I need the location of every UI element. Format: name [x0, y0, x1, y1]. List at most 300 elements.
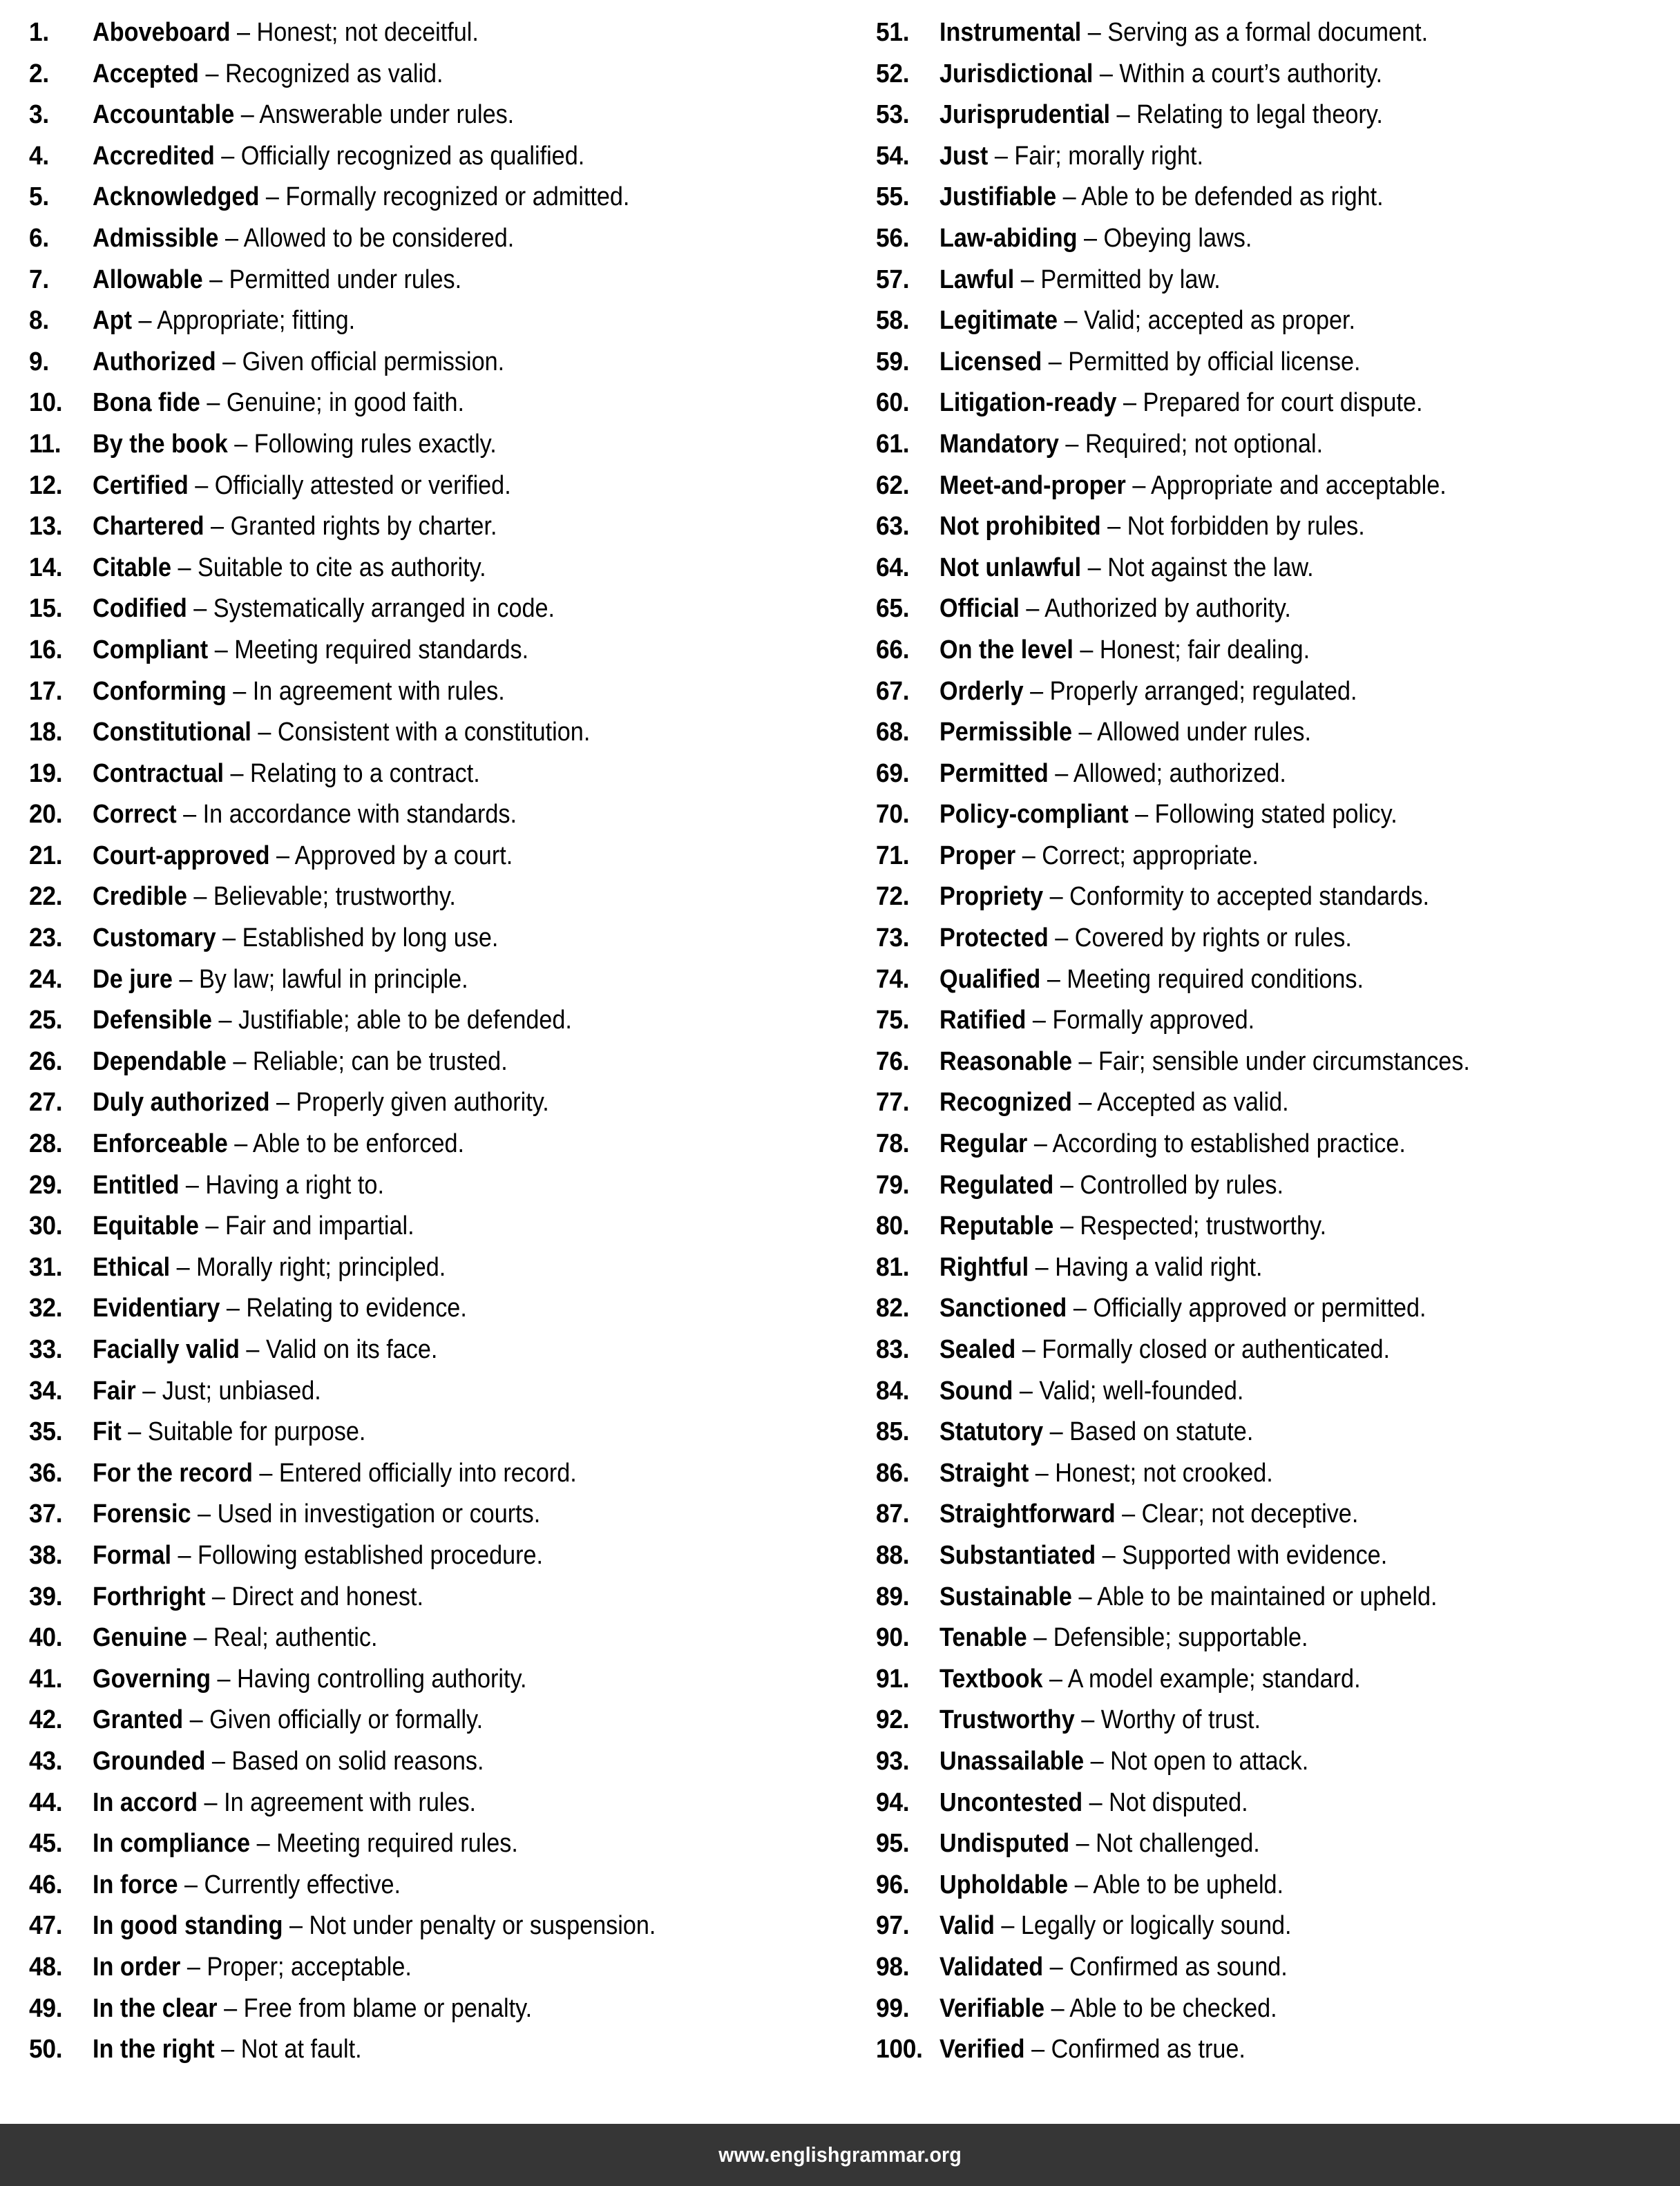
list-item-term: In accord [93, 1787, 198, 1817]
list-item-separator: – [1053, 1170, 1080, 1200]
list-item-body [93, 959, 468, 1001]
list-item-term: Credible [93, 882, 187, 912]
list-item-body [939, 1700, 1261, 1741]
list-item-separator: – [1013, 1376, 1040, 1406]
list-item [876, 1124, 1673, 1165]
list-item-separator: – [1015, 1335, 1042, 1364]
list-item [876, 1371, 1673, 1412]
list-item-term: Conforming [93, 676, 227, 706]
list-item-separator: – [251, 718, 278, 747]
list-item-separator: – [1043, 1952, 1070, 1982]
list-item-separator: – [1074, 1705, 1101, 1735]
list-item-body [939, 1124, 1406, 1165]
list-item-body [93, 1082, 549, 1124]
list-item-separator: – [1014, 265, 1041, 294]
list-item-body [93, 466, 511, 507]
list-item-definition: Suitable for purpose. [147, 1417, 366, 1447]
list-item [876, 630, 1673, 671]
list-item-term: Chartered [93, 512, 204, 541]
list-item-separator: – [227, 1129, 253, 1159]
list-item-definition: Currently effective. [204, 1870, 401, 1899]
list-item-number: 78. [876, 1129, 910, 1159]
list-item-separator: – [994, 1911, 1021, 1941]
list-item [876, 136, 1673, 178]
list-item-definition: Officially approved or permitted. [1093, 1294, 1426, 1323]
list-item-definition: Properly arranged; regulated. [1049, 676, 1357, 706]
list-item-definition: Given official permission. [242, 347, 505, 376]
list-item-definition: Valid; well-founded. [1039, 1376, 1244, 1406]
list-item [876, 2029, 1673, 2071]
list-item-separator: – [1043, 1417, 1070, 1447]
list-item-number: 54. [876, 141, 910, 171]
list-item-number: 95. [876, 1829, 910, 1859]
list-item-term: Compliant [93, 635, 209, 664]
list-item-term: Acknowledged [93, 182, 260, 212]
list-item-term: Lawful [939, 265, 1015, 294]
list-item-separator: – [183, 1705, 210, 1735]
list-item-separator: – [188, 470, 215, 500]
list-item [876, 1494, 1673, 1535]
list-item-separator: – [283, 1911, 309, 1941]
list-item-term: For the record [93, 1458, 253, 1488]
list-item [876, 876, 1673, 918]
list-item-term: Customary [93, 923, 216, 953]
list-item-body [939, 959, 1364, 1001]
list-item [876, 1000, 1673, 1042]
list-item-separator: – [1116, 388, 1143, 418]
list-item [876, 342, 1673, 383]
list-item-separator: – [250, 1829, 277, 1859]
list-item-number: 99. [876, 1993, 910, 2023]
list-item-separator: – [234, 100, 260, 130]
list-item-number: 80. [876, 1211, 910, 1241]
list-item-body [939, 1082, 1289, 1124]
list-item [876, 424, 1673, 466]
list-item-term: Entitled [93, 1170, 180, 1200]
list-item-separator: – [226, 1046, 253, 1076]
list-item-definition: Confirmed as sound. [1069, 1952, 1288, 1982]
list-item-number: 52. [876, 59, 910, 88]
list-item-term: Upholdable [939, 1870, 1069, 1899]
list-item-term: Regulated [939, 1170, 1054, 1200]
list-item-term: Statutory [939, 1417, 1044, 1447]
list-item-body [939, 177, 1384, 218]
list-item-separator: – [1068, 1870, 1094, 1899]
list-item-body [93, 260, 461, 301]
list-item-number: 46. [29, 1870, 63, 1899]
list-item-separator: – [1128, 800, 1155, 830]
list-item-term: In good standing [93, 1911, 283, 1941]
list-item-body [93, 1412, 365, 1453]
list-item-separator: – [214, 2035, 241, 2064]
list-item-term: In order [93, 1952, 181, 1982]
list-item-separator: – [170, 1252, 197, 1282]
list-item-separator: – [1110, 100, 1137, 130]
list-item-body [93, 1700, 483, 1741]
list-item [876, 1535, 1673, 1577]
list-item-separator: – [1077, 223, 1104, 253]
list-item-separator: – [135, 1376, 162, 1406]
list-item-definition: Able to be defended as right. [1081, 182, 1384, 212]
list-item-body [939, 1988, 1277, 2030]
list-item-definition: Suitable to cite as authority. [198, 553, 486, 582]
list-item-body [939, 1659, 1361, 1700]
list-item [876, 1577, 1673, 1618]
list-item-definition: Systematically arranged in code. [213, 594, 555, 624]
list-item-body [93, 836, 513, 877]
list-item-number: 84. [876, 1376, 910, 1406]
list-item-separator: – [198, 1787, 225, 1817]
list-item [876, 1247, 1673, 1289]
list-item-definition: Direct and honest. [231, 1582, 423, 1611]
list-item-term: Certified [93, 470, 189, 500]
list-item-term: In compliance [93, 1829, 251, 1859]
list-item-term: Proper [939, 841, 1016, 870]
list-item-separator: – [1069, 1829, 1096, 1859]
list-item-separator: – [178, 1870, 204, 1899]
list-item-term: Recognized [939, 1088, 1072, 1118]
list-item-separator: – [1024, 2035, 1051, 2064]
list-item [876, 1042, 1673, 1083]
list-item-body [93, 754, 480, 795]
list-item-body [93, 1042, 508, 1083]
list-item-body [93, 1124, 464, 1165]
list-item-separator: – [1071, 1582, 1098, 1611]
list-item-number: 18. [29, 718, 63, 747]
list-item-number: 66. [876, 635, 910, 664]
list-item-term: Trustworthy [939, 1705, 1075, 1735]
list-item-term: Rightful [939, 1252, 1029, 1282]
list-item-body [93, 1659, 527, 1700]
list-item-body [939, 918, 1352, 959]
list-item-body [93, 712, 590, 754]
list-item-body [93, 918, 498, 959]
list-item-term: Bona fide [93, 388, 200, 418]
list-item-term: Duly authorized [93, 1088, 270, 1118]
list-item-term: Protected [939, 923, 1049, 953]
list-item [876, 754, 1673, 795]
list-item-number: 4. [29, 141, 49, 171]
list-item-separator: – [1015, 841, 1042, 870]
list-item [876, 794, 1673, 836]
list-item-body [93, 1783, 476, 1824]
list-item-body [939, 1330, 1390, 1371]
list-item [876, 54, 1673, 95]
list-item-separator: – [1084, 1746, 1111, 1776]
list-item-separator: – [1044, 1993, 1070, 2023]
list-item-definition: A model example; standard. [1067, 1664, 1361, 1694]
list-item-separator: – [1048, 758, 1073, 788]
list-item-body [939, 1371, 1243, 1412]
list-item [876, 466, 1673, 507]
list-item [876, 588, 1673, 630]
list-item-term: Qualified [939, 964, 1041, 994]
list-item-term: In the clear [93, 1993, 218, 2023]
list-item-separator: – [198, 59, 225, 88]
list-item-definition: Appropriate; fitting. [157, 306, 356, 336]
list-item-definition: Confirmed as true. [1051, 2035, 1245, 2064]
list-item-term: On the level [939, 635, 1073, 664]
list-item-term: Authorized [93, 347, 216, 376]
list-item-separator: – [176, 800, 203, 830]
list-item-definition: Valid; accepted as proper. [1084, 306, 1355, 336]
list-item-definition: Not at fault. [240, 2035, 362, 2064]
list-item-number: 3. [29, 100, 49, 130]
list-item-term: Sustainable [939, 1582, 1072, 1611]
list-item-term: Official [939, 594, 1020, 624]
list-item-body [939, 1288, 1426, 1330]
list-item-body [939, 712, 1311, 754]
list-item-number: 58. [876, 306, 910, 336]
list-item [876, 712, 1673, 754]
list-item-body [939, 794, 1397, 836]
list-item-number: 29. [29, 1170, 63, 1200]
list-item-body [939, 342, 1361, 383]
list-item-number: 89. [876, 1582, 910, 1611]
list-item [876, 1165, 1673, 1207]
list-item-number: 15. [29, 594, 63, 624]
list-item-separator: – [121, 1417, 148, 1447]
list-item-number: 83. [876, 1335, 910, 1364]
list-item-body [939, 630, 1310, 671]
list-item-number: 35. [29, 1417, 63, 1447]
list-item-body [939, 1741, 1308, 1783]
list-item-term: Unassailable [939, 1746, 1085, 1776]
list-item-definition: Honest; fair dealing. [1099, 635, 1310, 664]
list-item-term: Propriety [939, 882, 1044, 912]
list-item-separator: – [226, 676, 253, 706]
list-item-number: 37. [29, 1499, 63, 1529]
list-item-term: Correct [93, 800, 177, 830]
list-item-separator: – [1072, 718, 1098, 747]
list-item-separator: – [1082, 1787, 1109, 1817]
list-item-body [939, 136, 1203, 178]
list-item-term: Fair [93, 1376, 136, 1406]
list-item-separator: – [187, 882, 213, 912]
list-item-number: 53. [876, 100, 910, 130]
list-item [876, 1618, 1673, 1659]
list-item-term: Grounded [93, 1746, 206, 1776]
list-item-number: 72. [876, 882, 910, 912]
list-item-number: 67. [876, 676, 910, 706]
list-item-body [93, 876, 456, 918]
list-item-body [939, 1947, 1288, 1988]
list-item-definition: Answerable under rules. [259, 100, 515, 130]
list-item-number: 65. [876, 594, 910, 624]
list-item-separator: – [171, 553, 198, 582]
list-item-separator: – [1029, 1458, 1056, 1488]
list-item-separator: – [214, 141, 241, 171]
list-item-definition: Required; not optional. [1085, 429, 1324, 459]
list-item-separator: – [1058, 429, 1085, 459]
list-item-body [93, 1494, 540, 1535]
list-item-term: Not prohibited [939, 512, 1101, 541]
list-item-definition: Recognized as valid. [225, 59, 443, 88]
list-item-body [93, 1206, 414, 1247]
list-item-term: Uncontested [939, 1787, 1083, 1817]
list-item-term: Mandatory [939, 429, 1059, 459]
list-item-definition: Free from blame or penalty. [243, 1993, 533, 2023]
list-item [876, 1330, 1673, 1371]
list-item-body [939, 1618, 1308, 1659]
list-item-separator: – [1093, 59, 1120, 88]
list-item-definition: Believable; trustworthy. [213, 882, 456, 912]
list-item-definition: Able to be checked. [1069, 1993, 1277, 2023]
list-item-separator: – [230, 18, 257, 47]
list-item-definition: Fair; sensible under circumstances. [1098, 1046, 1470, 1076]
list-item-definition: Having a valid right. [1055, 1252, 1263, 1282]
list-item-definition: Prepared for court dispute. [1143, 388, 1423, 418]
list-item-definition: Obeying laws. [1103, 223, 1252, 253]
list-item-body [93, 12, 479, 54]
list-item-body [93, 671, 505, 713]
list-item-body [939, 466, 1447, 507]
list-item-body [939, 12, 1428, 54]
list-item [876, 671, 1673, 713]
list-item-definition: Honest; not crooked. [1055, 1458, 1273, 1488]
list-item-number: 9. [29, 347, 49, 376]
list-item-definition: Supported with evidence. [1122, 1540, 1388, 1570]
list-item [876, 383, 1673, 424]
list-item-term: Codified [93, 594, 187, 624]
list-item-term: Verifiable [939, 1993, 1045, 2023]
list-item-definition: Correct; appropriate. [1042, 841, 1259, 870]
list-item-definition: Not disputed. [1109, 1787, 1248, 1817]
list-item-term: Permitted [939, 758, 1049, 788]
list-item-definition: Granted rights by charter. [230, 512, 497, 541]
list-item-term: Accountable [93, 100, 235, 130]
list-item-separator: – [1026, 1006, 1053, 1035]
list-item [876, 918, 1673, 959]
list-item-number: 96. [876, 1870, 910, 1899]
footer-bar [0, 2124, 1680, 2186]
list-item-definition: Having controlling authority. [237, 1664, 527, 1694]
list-item-term: Forensic [93, 1499, 191, 1529]
list-item-separator: – [1096, 1540, 1123, 1570]
list-item [876, 177, 1673, 218]
list-item-separator: – [211, 1006, 238, 1035]
list-item-separator: – [227, 429, 254, 459]
list-item-definition: Entered officially into record. [278, 1458, 577, 1488]
list-item-number: 28. [29, 1129, 63, 1159]
list-item-term: Orderly [939, 676, 1024, 706]
list-item-body [93, 1000, 572, 1042]
list-item-definition: Appropriate and acceptable. [1150, 470, 1447, 500]
list-item-definition: Reliable; can be trusted. [252, 1046, 508, 1076]
list-item-definition: Within a court’s authority. [1119, 59, 1383, 88]
list-item-body [939, 1494, 1358, 1535]
list-item-term: Citable [93, 553, 172, 582]
list-item-definition: Not challenged. [1096, 1829, 1260, 1859]
list-item-number: 75. [876, 1006, 910, 1035]
list-item-separator: – [217, 1993, 244, 2023]
list-item [876, 1412, 1673, 1453]
list-item-separator: – [179, 1170, 206, 1200]
list-item-definition: Allowed; authorized. [1073, 758, 1286, 788]
list-item-term: Jurisdictional [939, 59, 1094, 88]
list-item-separator: – [1115, 1499, 1142, 1529]
list-item-number: 76. [876, 1046, 910, 1076]
list-item-number: 62. [876, 470, 910, 500]
list-item-body [93, 1330, 437, 1371]
list-item [876, 836, 1673, 877]
list-item-term: Law-abiding [939, 223, 1078, 253]
list-item-number: 32. [29, 1294, 63, 1323]
list-item-definition: Defensible; supportable. [1053, 1623, 1308, 1653]
list-item-body [93, 1741, 484, 1783]
list-item-number: 59. [876, 347, 910, 376]
list-item-separator: – [211, 1664, 238, 1694]
list-item-body [93, 1947, 412, 1988]
list-item-number: 40. [29, 1623, 63, 1653]
list-item-body [939, 424, 1323, 466]
list-item-definition: Honest; not deceitful. [256, 18, 479, 47]
list-item-body [939, 588, 1291, 630]
list-item-separator: – [131, 306, 158, 336]
list-item-number: 26. [29, 1046, 63, 1076]
list-item-term: Policy-compliant [939, 800, 1129, 830]
list-item-definition: Given officially or formally. [209, 1705, 484, 1735]
list-item-definition: Justifiable; able to be defended. [238, 1006, 572, 1035]
list-item-body [939, 1823, 1260, 1865]
list-item [876, 1823, 1673, 1865]
list-item-separator: – [1029, 1252, 1056, 1282]
list-item-number: 90. [876, 1623, 910, 1653]
list-item-number: 36. [29, 1458, 63, 1488]
list-item-body [93, 136, 584, 178]
list-item-term: Forthright [93, 1582, 206, 1611]
list-item-separator: – [1081, 553, 1108, 582]
list-item-number: 82. [876, 1294, 910, 1323]
list-item-separator: – [1125, 470, 1151, 500]
list-item-body [93, 424, 497, 466]
list-item [876, 1865, 1673, 1906]
list-item-body [93, 1618, 378, 1659]
list-item-term: In the right [93, 2035, 215, 2064]
list-item-number: 77. [876, 1088, 910, 1118]
list-item-definition: Genuine; in good faith. [226, 388, 465, 418]
list-item-number: 39. [29, 1582, 63, 1611]
list-item [876, 300, 1673, 342]
list-item-term: Contractual [93, 758, 225, 788]
list-item-body [93, 1988, 532, 2030]
list-item-separator: – [1100, 512, 1127, 541]
list-item-body [93, 1865, 401, 1906]
list-item-definition: Following stated policy. [1154, 800, 1397, 830]
list-item-body [93, 383, 464, 424]
list-item-body [939, 260, 1221, 301]
list-item-term: Licensed [939, 347, 1042, 376]
list-item-number: 48. [29, 1952, 63, 1982]
list-item-definition: Meeting required standards. [234, 635, 529, 664]
list-item-separator: – [1081, 18, 1108, 47]
list-item-number: 19. [29, 758, 63, 788]
list-item-number: 33. [29, 1335, 63, 1364]
list-item-body [939, 1577, 1438, 1618]
list-item-definition: Meeting required rules. [276, 1829, 518, 1859]
list-item-number: 51. [876, 18, 910, 47]
list-item-definition: Serving as a formal document. [1107, 18, 1429, 47]
list-item-number: 55. [876, 182, 910, 212]
list-item-number: 41. [29, 1664, 63, 1694]
list-item-body [939, 2029, 1245, 2071]
list-item-number: 70. [876, 800, 910, 830]
list-item-number: 2. [29, 59, 49, 88]
list-item-number: 44. [29, 1787, 63, 1817]
list-item-body [939, 1865, 1283, 1906]
list-item-definition: In accordance with standards. [202, 800, 517, 830]
list-item [876, 548, 1673, 589]
